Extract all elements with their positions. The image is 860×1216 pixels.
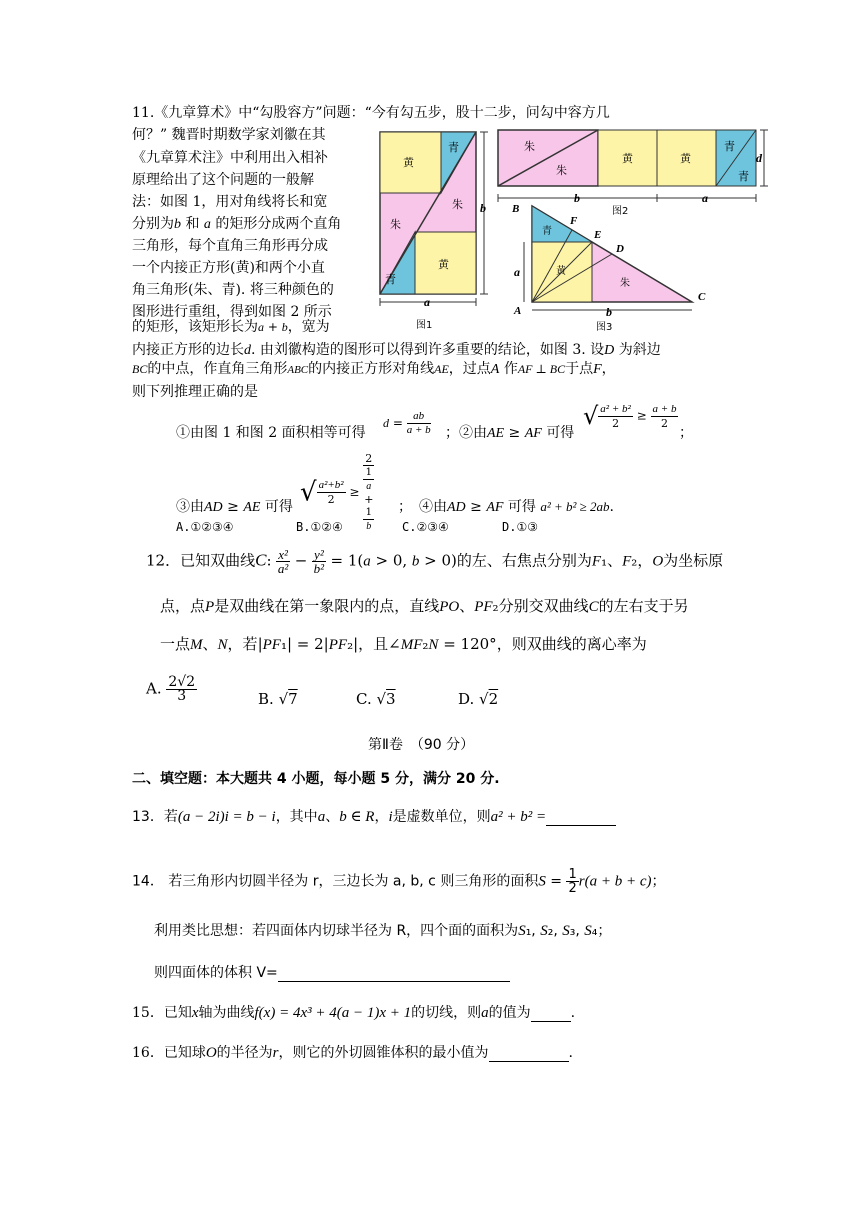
q11-opt4: ； ④由AD ≥ AF 可得 a² + b² ≥ 2ab.	[398, 499, 614, 515]
q12-line2: 点，点P是双曲线在第一象限内的点，直线PO、PF₂分别交双曲线C的左右支于另	[160, 597, 689, 615]
q14-line2: 利用类比思想：若四面体内切球半径为 R，四个面的面积为S₁, S₂, S₃, S₄；	[154, 923, 612, 939]
q11-choice-d: D.①③	[502, 520, 538, 534]
svg-text:E: E	[594, 229, 602, 241]
fig3-huang: 黄	[556, 266, 566, 277]
fig1-caption: 图1	[416, 320, 433, 331]
q11-line14: 则下列推理正确的是	[132, 384, 258, 400]
svg-text:d: d	[756, 151, 762, 165]
q11-line4: 原理给出了这个问题的一般解	[132, 172, 314, 188]
q12-choice-d: D. √2	[458, 690, 499, 708]
q15: 15．已知x轴为曲线f(x) = 4x³ + 4(a − 1)x + 1的切线，则a的值为 .	[132, 1005, 576, 1021]
fig1-huang-1: 黄	[403, 156, 414, 169]
fig2-zhu-2: 朱	[556, 164, 567, 177]
q11-opt3-formula: √ $\frac{\text{a²+b²}}{2}$ ≥ 2 1 a + 1 b	[300, 452, 374, 532]
fig1-zhu-1: 朱	[452, 198, 463, 211]
q11-line13: BC的中点，作直角三角形ABC的内接正方形对角线AE，过点A 作AF ⊥ BC于点F，	[132, 361, 616, 377]
q11-opt2: ；②由AE ≥ AF 可得	[445, 425, 575, 441]
q12-choice-b: B. √7	[258, 690, 298, 708]
q11-opt2-formula: √ $\frac{\text{a² + b²}}{2}$ ≥ $\frac{a + b}{2}$	[583, 402, 677, 430]
q11-line3: 《九章算术注》中利用出入相补	[132, 150, 328, 166]
q11-line7: 三角形，每个直角三角形再分成	[132, 238, 328, 254]
fig2-zhu-1: 朱	[524, 140, 535, 153]
section2-title: 第Ⅱ卷 （90 分）	[368, 737, 475, 753]
svg-text:a: a	[514, 265, 520, 279]
fig2-qing-2: 青	[738, 170, 749, 183]
q11-choice-a: A.①②③④	[176, 520, 234, 534]
q14-line3: 则四面体的体积 V=	[154, 962, 510, 982]
svg-text:b: b	[480, 201, 486, 215]
svg-text:B: B	[512, 203, 520, 215]
q11-line8: 一个内接正方形(黄)和两个小直	[132, 260, 325, 276]
q12-line3: 一点M、N，若|PF₁| = 2|PF₂|，且∠MF₂N = 120°，则双曲线的离心率为	[160, 635, 647, 653]
q16-answer-blank[interactable]	[489, 1061, 569, 1062]
svg-text:a: a	[702, 191, 708, 205]
fig1-qing-1: 青	[448, 141, 459, 154]
fig3-caption: 图3	[596, 322, 613, 333]
q12-choices: A. $\frac{2√2}{3}$	[146, 674, 196, 704]
q11-line6: 分别为b 和 a 的矩形分成两个直角	[132, 216, 342, 232]
fig2-huang-1: 黄	[622, 152, 633, 165]
q11-opt3: ③由AD ≥ AE 可得	[176, 499, 293, 515]
q11-line10: 图形进行重组，得到如图 2 所示	[132, 304, 332, 320]
svg-text:C: C	[698, 291, 706, 303]
fig1-qing-2: 青	[385, 273, 396, 286]
fig2-caption: 图2	[612, 206, 629, 217]
section2-heading: 二、填空题：本大题共 4 小题，每小题 5 分，满分 20 分.	[132, 771, 500, 787]
q14-answer-blank[interactable]	[278, 981, 510, 982]
fig1-zhu-2: 朱	[390, 218, 401, 231]
q11-choice-b: B.①②④	[296, 520, 343, 534]
svg-text:F: F	[570, 215, 578, 227]
q11-line2: 何？” 魏晋时期数学家刘徽在其	[132, 127, 326, 143]
fig3-zhu: 朱	[620, 278, 630, 289]
fig3-qing: 青	[542, 226, 552, 237]
q12-line1: 12．已知双曲线C: $\frac{\text{x²}}{\text{a²}}$ − $\frac{\text{y²}}{\text{b²}}$ = 1(a > 0, b > 0)的左、右焦点分别为F₁、F₂，O为坐标原	[146, 547, 724, 576]
q11-opt1: ①由图 1 和图 2 面积相等可得	[176, 425, 366, 441]
q11-line5: 法：如图 1，用对角线将长和宽	[132, 194, 328, 210]
q11-opt1-formula: d = $\frac{ab}{a + b}$	[383, 410, 431, 436]
q14-line1: 14． 若三角形内切圆半径为 r，三边长为 a, b, c 则三角形的面积S = $\frac{1}{2}$ r(a + b + c)；	[132, 867, 666, 896]
fig1-huang-2: 黄	[438, 258, 449, 271]
q15-answer-blank[interactable]	[531, 1021, 571, 1022]
q11-line11: 的矩形，该矩形长为a + b，宽为	[132, 319, 330, 335]
q11-choice-c: C.②③④	[402, 520, 449, 534]
q12-choice-a-label: A.	[146, 679, 162, 698]
q11-line1: 11.《九章算术》中“勾股容方”问题：“今有勾五步，股十二步，问勾中容方几	[132, 105, 610, 121]
q13: 13．若(a − 2i)i = b − i，其中a、b ∈ R，i是虚数单位，则a² + b² =	[132, 806, 616, 826]
svg-text:D: D	[616, 243, 624, 255]
q13-answer-blank[interactable]	[546, 825, 616, 826]
svg-text:a: a	[424, 295, 430, 309]
svg-text:b: b	[606, 305, 612, 319]
figure-1	[376, 128, 492, 338]
q11-line12: 内接正方形的边长d. 由刘徽构造的图形可以得到许多重要的结论，如图 3. 设D 为斜边	[132, 342, 661, 358]
q16: 16．已知球O的半径为r，则它的外切圆锥体积的最小值为 .	[132, 1045, 573, 1061]
q11-line9: 角三角形(朱、青). 将三种颜色的	[132, 282, 334, 298]
svg-text:A: A	[514, 305, 522, 317]
q12-choice-c: C. √3	[356, 690, 396, 708]
fig2-qing-1: 青	[724, 140, 735, 153]
fig2-huang-2: 黄	[680, 152, 691, 165]
svg-text:b: b	[574, 191, 580, 205]
figure-3	[508, 196, 712, 334]
